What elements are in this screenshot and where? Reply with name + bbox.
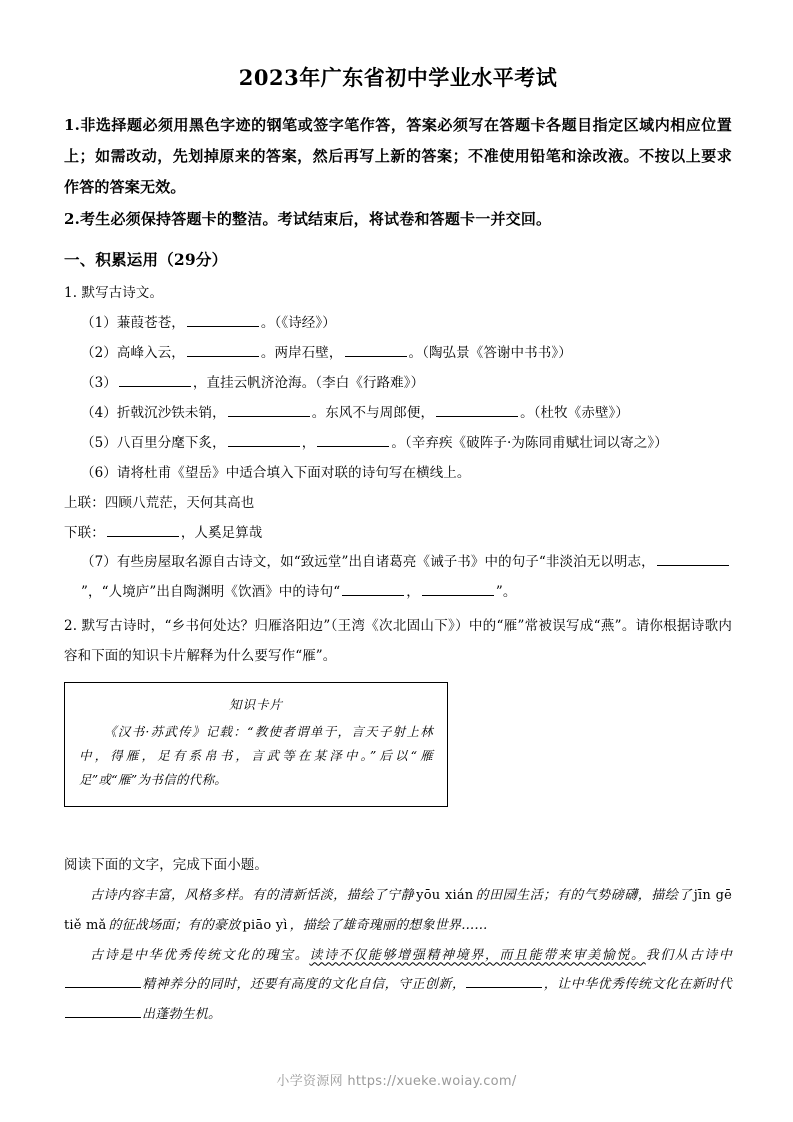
item-label: （2） bbox=[81, 344, 117, 361]
question-1-item-3 bbox=[64, 369, 732, 399]
answer-blank[interactable] bbox=[228, 403, 310, 417]
answer-blank[interactable] bbox=[657, 553, 729, 567]
item-text-after: ，直挂云帆济沧海。（李白《行路难》） bbox=[192, 374, 425, 391]
passage-seg-4: ，描绘了雄奇瑰丽的想象世界…… bbox=[289, 917, 488, 933]
couplet-lower-label: 下联： bbox=[64, 524, 105, 541]
question-1-item-5 bbox=[64, 429, 732, 459]
passage-paragraph-2 bbox=[64, 941, 732, 1031]
answer-blank[interactable] bbox=[65, 975, 141, 988]
couplet-lower-line bbox=[64, 519, 732, 549]
item-text-middle: 。东风不与周郎便， bbox=[311, 404, 435, 421]
knowledge-card-body: 《汉书·苏武传》记载：“教使者谓单于，言天子射上林中，得雁，足有系帛书，言武等在某泽中。”后以“雁足”或“雁”为书信的代称。 bbox=[79, 723, 433, 788]
couplet-upper-text: 四顾八荒茫，天何其高也 bbox=[104, 494, 255, 511]
answer-blank[interactable] bbox=[342, 583, 404, 597]
passage-lead: 阅读下面的文字，完成下面小题。 bbox=[64, 856, 268, 873]
passage2-seg-5: 出蓬勃生机。 bbox=[142, 1007, 222, 1023]
question-1-item-1 bbox=[64, 309, 732, 339]
answer-blank[interactable] bbox=[228, 433, 300, 447]
item-text-after: 。（辛弃疾《破阵子·为陈同甫赋壮词以寄之》） bbox=[391, 434, 668, 451]
passage-seg-3: 的征战场面；有的豪放 bbox=[108, 917, 241, 933]
page-content bbox=[64, 0, 732, 1030]
item-label: （4） bbox=[81, 404, 117, 421]
item-text-middle: 。两岸石壁， bbox=[260, 344, 343, 361]
passage-paragraph-1 bbox=[64, 881, 732, 941]
passage2-seg-2: 我们从古诗中 bbox=[645, 947, 732, 963]
question-1-item-2 bbox=[64, 339, 732, 369]
couplet-upper-label: 上联： bbox=[64, 494, 105, 511]
item-text-after: 。（杜牧《赤壁》） bbox=[520, 404, 630, 421]
answer-blank[interactable] bbox=[345, 343, 407, 357]
knowledge-card bbox=[64, 682, 448, 807]
item-text-part2: ”，“人境庐”出自陶渊明《饮酒》中的诗句“ bbox=[81, 584, 341, 601]
question-1-item-6 bbox=[64, 459, 732, 489]
item-text-before: 折戟沉沙铁未销， bbox=[116, 404, 226, 421]
exam-instructions bbox=[64, 110, 732, 235]
item-label: （1） bbox=[81, 314, 117, 331]
question-2-text: 2. 默写古诗时，“乡书何处达？归雁洛阳边”（王湾《次北固山下》）中的“雁”常被误写成“燕”。请你根据诗歌内容和下面的知识卡片解释为什么要写作“雁”。 bbox=[64, 618, 732, 665]
item-text-before: 高峰入云， bbox=[116, 344, 185, 361]
passage2-seg-3: 精神养分的同时，还要有高度的文化自信，守正创新， bbox=[142, 977, 466, 993]
pinyin-annotation-1: yōu xián bbox=[416, 887, 474, 903]
item-label: （5） bbox=[81, 434, 117, 451]
pinyin-annotation-2: jīn gē tiě mǎ bbox=[64, 887, 732, 933]
item-text-before: 蒹葭苍苍， bbox=[116, 314, 185, 331]
item-text-after: 。（陶弘景《答谢中书书》） bbox=[408, 344, 572, 361]
passage2-seg-1: 古诗是中华优秀传统文化的瑰宝。 bbox=[90, 947, 310, 963]
question-1-stem: 1. 默写古诗文。 bbox=[64, 284, 164, 301]
knowledge-card-title: 知识卡片 bbox=[228, 697, 283, 713]
passage-seg-1: 古诗内容丰富，风格多样。有的清新恬淡，描绘了宁静 bbox=[90, 887, 415, 903]
answer-blank[interactable] bbox=[187, 343, 259, 357]
item-label: （3） bbox=[81, 374, 117, 391]
item-label: （7） bbox=[81, 554, 117, 571]
answer-blank[interactable] bbox=[187, 313, 259, 327]
passage-seg-2: 的田园生活；有的气势磅礴，描绘了 bbox=[475, 887, 692, 903]
answer-blank[interactable] bbox=[317, 433, 389, 447]
wavy-underlined-sentence: 读诗不仅能够增强精神境界，而且能带来审美愉悦。 bbox=[309, 947, 646, 963]
section-heading: 一、积累运用（29分） bbox=[64, 249, 228, 269]
item-text-part3: ， bbox=[406, 584, 420, 601]
watermark-footer: 小学资源网 https://xueke.woiay.com/ bbox=[276, 1074, 517, 1089]
item-text-before: 八百里分麾下炙， bbox=[116, 434, 226, 451]
item-text-part4: ”。 bbox=[495, 584, 517, 601]
item-label: （6） bbox=[81, 464, 117, 481]
answer-blank[interactable] bbox=[466, 975, 542, 988]
answer-blank[interactable] bbox=[107, 523, 179, 537]
question-1-item-7 bbox=[64, 548, 732, 608]
item-text-part1: 有些房屋取名源自古诗文，如“致远堂”出自诸葛亮《诫子书》中的句子“非淡泊无以明志， bbox=[116, 554, 655, 571]
item-text-after: 。（《诗经》） bbox=[260, 314, 336, 331]
instruction-2: 2.考生必须保持答题卡的整洁。考试结束后，将试卷和答题卡一并交回。 bbox=[64, 209, 552, 228]
instruction-1: 1.非选择题必须用黑色字迹的钢笔或签字笔作答，答案必须写在答题卡各题目指定区域内相应位置上；如需改动，先划掉原来的答案，然后再写上新的答案；不准使用铅笔和涂改液。不按以上要求作答的答案无效。 bbox=[64, 116, 732, 197]
couplet-upper-line bbox=[64, 489, 732, 519]
answer-blank[interactable] bbox=[119, 373, 191, 387]
item-text-middle: ， bbox=[301, 434, 316, 451]
couplet-lower-text: ，人奚足算哉 bbox=[180, 524, 263, 541]
answer-blank[interactable] bbox=[422, 583, 494, 597]
item-text: 请将杜甫《望岳》中适合填入下面对联的诗句写在横线上。 bbox=[116, 464, 471, 481]
passage2-seg-4: ，让中华优秀传统文化在新时代 bbox=[543, 977, 732, 993]
question-1-item-4 bbox=[64, 399, 732, 429]
answer-blank[interactable] bbox=[436, 403, 518, 417]
page-title: 2023年广东省初中学业水平考试 bbox=[238, 65, 558, 90]
pinyin-annotation-3: piāo yì bbox=[242, 917, 288, 933]
answer-blank[interactable] bbox=[65, 1005, 141, 1018]
